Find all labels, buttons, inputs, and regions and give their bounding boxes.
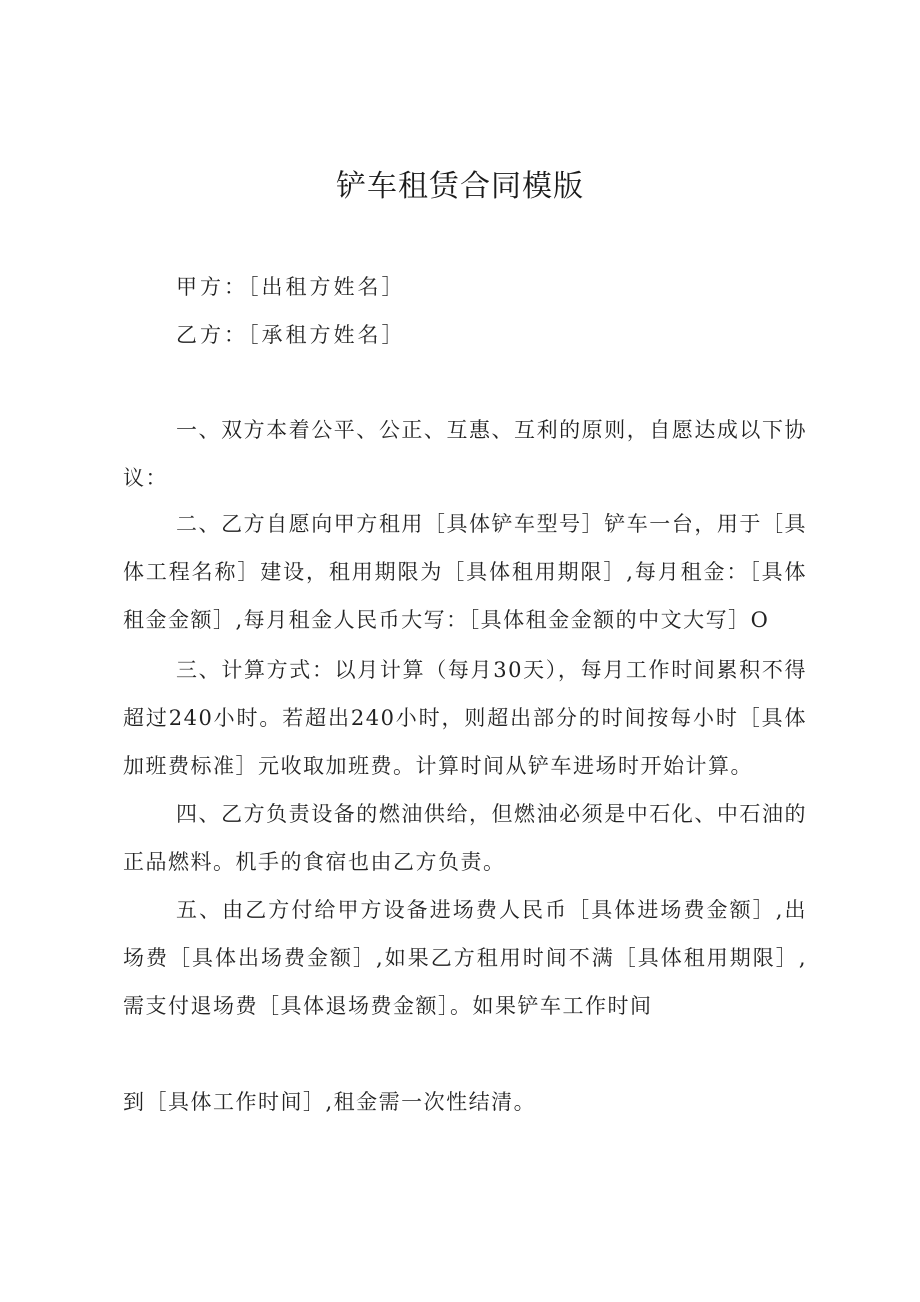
- clause-5-continuation: 到［具体工作时间］,租金需一次性结清。: [123, 1090, 537, 1114]
- clause-1: 一、双方本着公平、公正、互惠、互利的原则，自愿达成以下协议：: [123, 418, 807, 490]
- clause-3: 三、计算方式：以月计算（每月30天），每月工作时间累积不得超过240小时。若超出240小时，则超出部分的时间按每小时［具体加班费标准］元收取加班费。计算时间从铲车进场时开始计算。: [123, 658, 807, 778]
- party-b-line: 乙方：［承租方姓名］: [176, 323, 406, 347]
- party-a-line: 甲方：［出租方姓名］: [176, 275, 406, 299]
- document-title: 铲车租赁合同模版: [336, 169, 584, 204]
- clause-2: 二、乙方自愿向甲方租用［具体铲车型号］铲车一台，用于［具体工程名称］建设，租用期限为［具体租用期限］,每月租金：［具体租金金额］,每月租金人民币大写：［具体租金金额的中文大写］O: [123, 512, 807, 632]
- clause-5: 五、由乙方付给甲方设备进场费人民币［具体进场费金额］,出场费［具体出场费金额］,如果乙方租用时间不满［具体租用期限］,需支付退场费［具体退场费金额］。如果铲车工作时间: [123, 898, 807, 1018]
- clause-4: 四、乙方负责设备的燃油供给，但燃油必须是中石化、中石油的正品燃料。机手的食宿也由乙方负责。: [123, 802, 807, 874]
